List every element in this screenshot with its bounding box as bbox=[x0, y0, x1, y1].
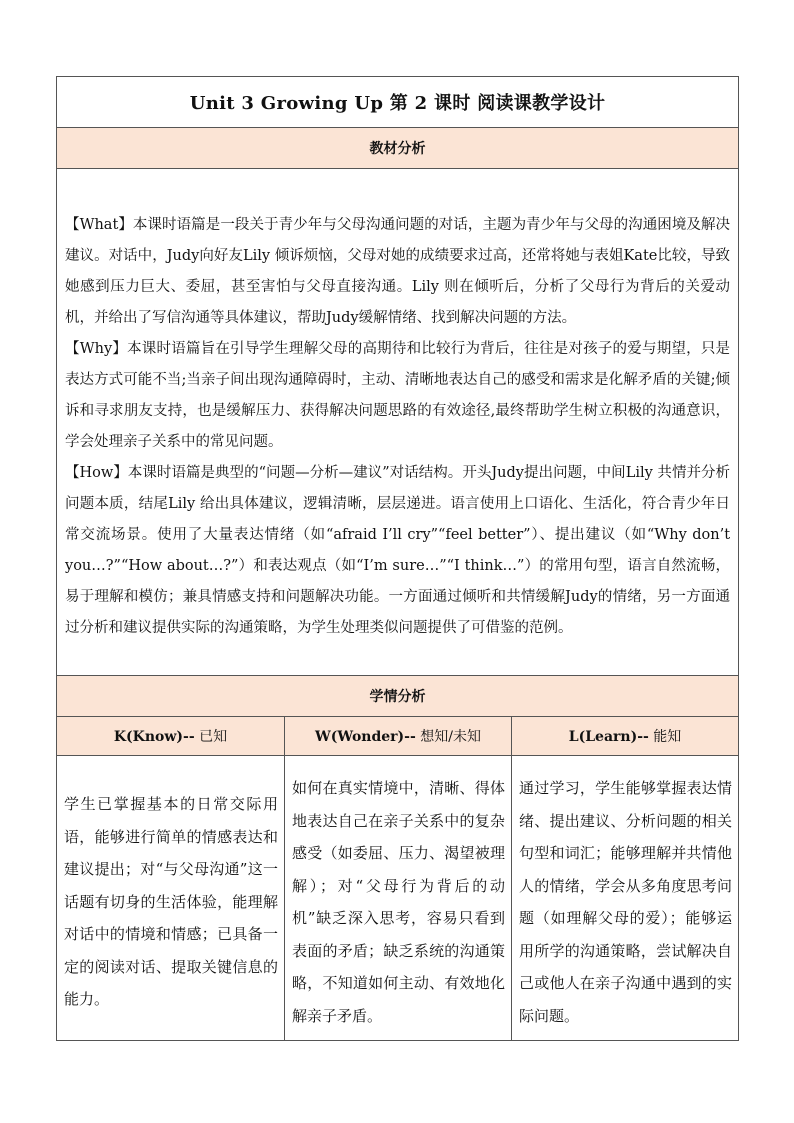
know-heading-latin: K(Know)-- bbox=[113, 729, 195, 745]
why-paragraph bbox=[65, 334, 730, 458]
how-paragraph bbox=[65, 458, 730, 644]
know-column-content bbox=[57, 756, 285, 1041]
document-title: Unit 3 Growing Up 第 2 课时 阅读课教学设计 bbox=[57, 77, 739, 128]
how-label: 【How】 bbox=[65, 464, 128, 481]
wonder-text: 如何在真实情境中，清晰、得体地表达自己在亲子关系中的复杂感受（如委屈、压力、渴望被理解）；对“父母行为背后的动机”缺乏深入思考，容易只看到表面的矛盾；缺乏系统的沟通策略，不知道如何主动、有效地化解亲子矛盾。 bbox=[292, 779, 505, 1025]
why-label: 【Why】 bbox=[65, 340, 128, 357]
learn-heading-cn: 能知 bbox=[653, 729, 682, 745]
lesson-plan-table bbox=[56, 76, 739, 1041]
wonder-heading-cn: 想知/未知 bbox=[420, 729, 481, 745]
know-text: 学生已掌握基本的日常交际用语，能够进行简单的情感表达和建议提出；对“与父母沟通”这一话题有切身的生活体验，能理解对话中的情境和情感；已具备一定的阅读对话、提取关键信息的能力。 bbox=[64, 795, 278, 1009]
learn-column-content bbox=[512, 756, 739, 1041]
learn-text: 通过学习，学生能够掌握表达情绪、提出建议、分析问题的相关句型和词汇；能够理解并共情他人的情绪，学会从多角度思考问题（如理解父母的爱）；能够运用所学的沟通策略，尝试解决自己或他人在亲子沟通中遇到的实际问题。 bbox=[519, 779, 733, 1025]
how-text: 本课时语篇是典型的“问题—分析—建议”对话结构。开头Judy提出问题，中间Lily 共情并分析问题本质，结尾Lily 给出具体建议，逻辑清晰，层层递进。语言使用上口语化、生活化，符合青少年日常交流场景。使用了大量表达情绪（如“afraid I’ll cry”“feel better”）、提出建议（如“Why don’t you…?”“How about…?”）和表达观点（如“I’m sure…”“I think…”）的常用句型，语言自然流畅，易于理解和模仿；兼具情感支持和问题解决功能。一方面通过倾听和共情缓解Judy的情绪，另一方面通过分析和建议提供实际的沟通策略，为学生处理类似问题提供了可借鉴的范例。 bbox=[65, 464, 731, 636]
what-label: 【What】 bbox=[65, 216, 133, 233]
wonder-column-content bbox=[285, 756, 512, 1041]
learn-heading-latin: L(Learn)-- bbox=[568, 729, 649, 745]
textbook-analysis-heading: 教材分析 bbox=[57, 128, 739, 169]
what-paragraph bbox=[65, 210, 730, 334]
what-text: 本课时语篇是一段关于青少年与父母沟通问题的对话，主题为青少年与父母的沟通困境及解决建议。对话中，Judy向好友Lily 倾诉烦恼，父母对她的成绩要求过高，还常将她与表姐Kate比较，导致她感到压力巨大、委屈，甚至害怕与父母直接沟通。Lily 则在倾听后，分析了父母行为背后的关爱动机，并给出了写信沟通等具体建议，帮助Judy缓解情绪、找到解决问题的方法。 bbox=[65, 216, 731, 326]
why-text: 本课时语篇旨在引导学生理解父母的高期待和比较行为背后，往往是对孩子的爱与期望，只是表达方式可能不当;当亲子间出现沟通障碍时，主动、清晰地表达自己的感受和需求是化解矛盾的关键;倾诉和寻求朋友支持，也是缓解压力、获得解决问题思路的有效途径,最终帮助学生树立积极的沟通意识，学会处理亲子关系中的常见问题。 bbox=[65, 340, 731, 450]
know-heading-cn: 已知 bbox=[199, 729, 228, 745]
textbook-analysis-content bbox=[57, 169, 739, 676]
wonder-column-heading bbox=[285, 717, 512, 756]
know-column-heading bbox=[57, 717, 285, 756]
learn-column-heading bbox=[512, 717, 739, 756]
wonder-heading-latin: W(Wonder)-- bbox=[315, 729, 416, 745]
learner-analysis-heading: 学情分析 bbox=[57, 676, 739, 717]
